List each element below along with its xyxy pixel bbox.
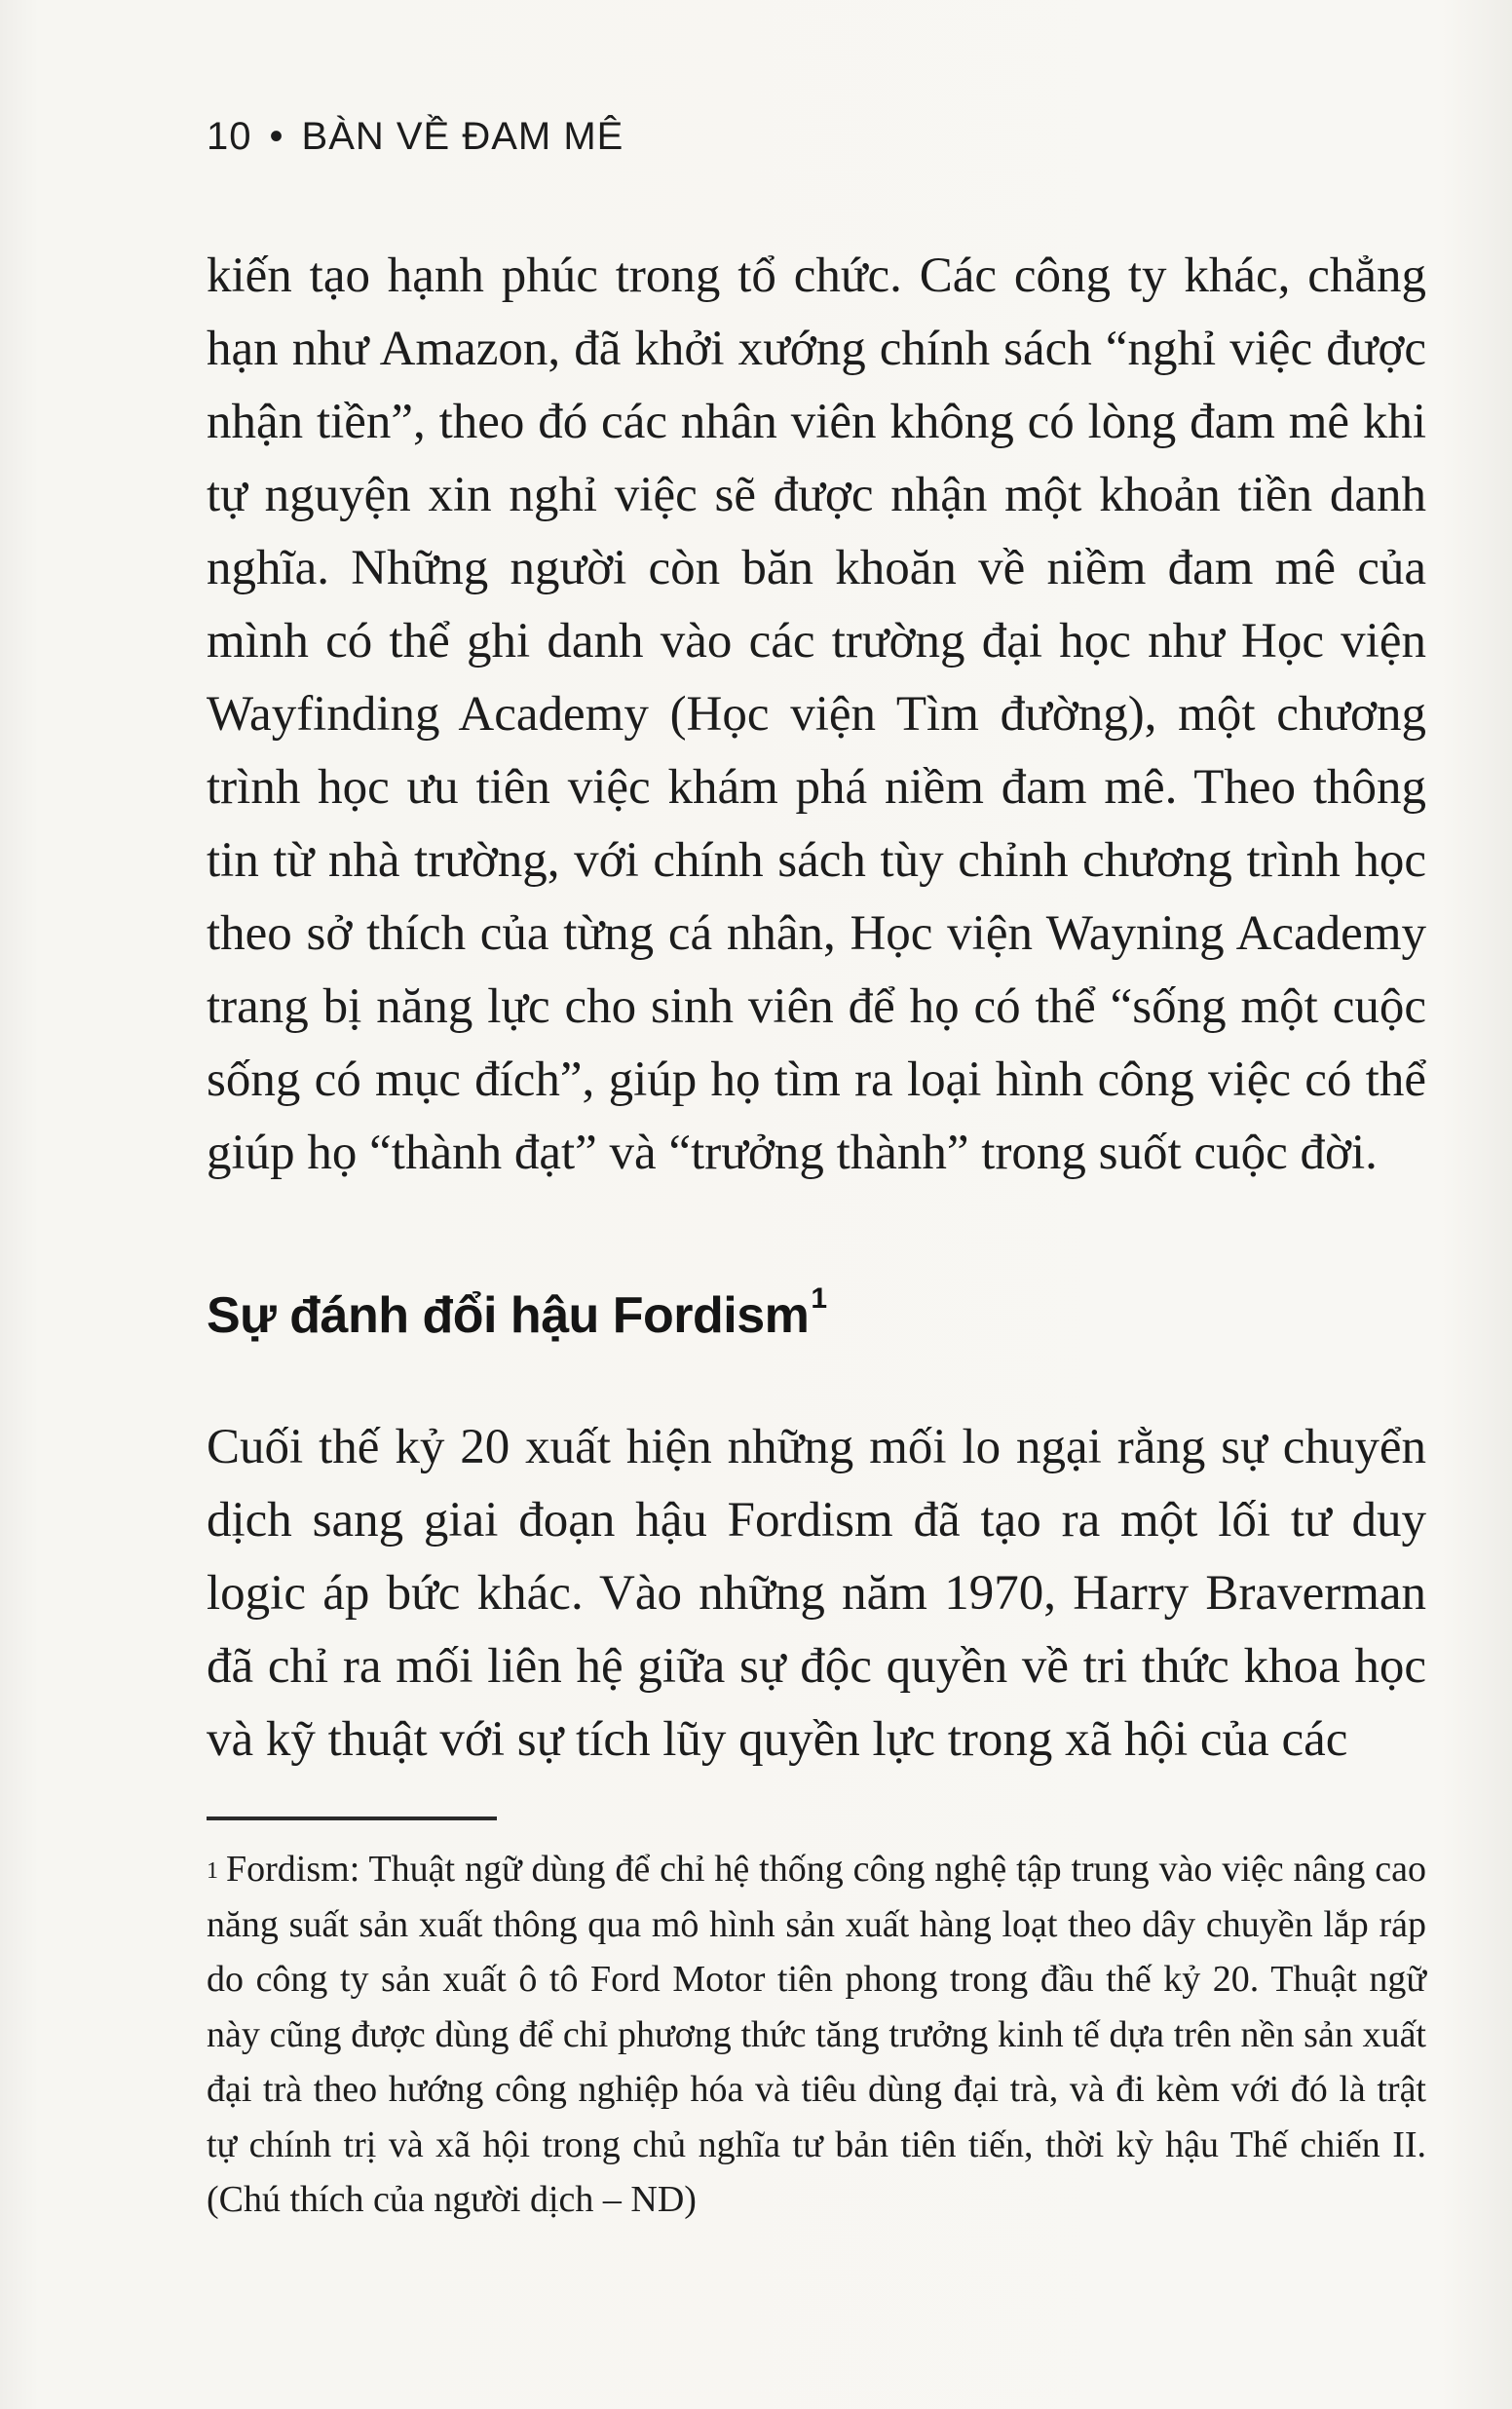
section-heading-text: Sự đánh đổi hậu Fordism (207, 1287, 810, 1344)
body-paragraph-1 (207, 240, 1426, 1190)
footnote-reference: 1 (811, 1282, 827, 1315)
separator-bullet: • (269, 115, 284, 158)
section-heading (207, 1282, 827, 1345)
paragraph-text: Cuối thế kỷ 20 xuất hiện những mối lo ngại rằng sự chuyển dịch sang giai đoạn hậu Fordism đã tạo ra một lối tư duy logic áp bức khác. Vào những năm 1970, Harry Braverman đã chỉ ra mối liên hệ giữa sự độc quyền về tri thức khoa học và kỹ thuật với sự tích lũy quyền lực trong xã hội của các (207, 1420, 1426, 1767)
footnote-marker: 1 (207, 1858, 218, 1884)
footnote-text: Fordism: Thuật ngữ dùng để chỉ hệ thống công nghệ tập trung vào việc nâng cao năng suất sản xuất thông qua mô hình sản xuất hàng loạt theo dây chuyền lắp ráp do công ty sản xuất ô tô Ford Motor tiên phong trong đầu thế kỷ 20. Thuật ngữ này cũng được dùng để chỉ phương thức tăng trưởng kinh tế dựa trên nền sản xuất đại trà theo hướng công nghiệp hóa và tiêu dùng đại trà, và đi kèm với đó là trật tự chính trị và xã hội trong chủ nghĩa tư bản tiên tiến, thời kỳ hậu Thế chiến II. (Chú thích của người dịch – ND) (207, 1849, 1426, 2220)
running-head (207, 115, 624, 159)
body-paragraph-2 (207, 1411, 1426, 1777)
paragraph-text: kiến tạo hạnh phúc trong tổ chức. Các công ty khác, chẳng hạn như Amazon, đã khởi xướng chính sách “nghỉ việc được nhận tiền”, theo đó các nhân viên không có lòng đam mê khi tự nguyện xin nghỉ việc sẽ được nhận một khoản tiền danh nghĩa. Những người còn băn khoăn về niềm đam mê của mình có thể ghi danh vào các trường đại học như Học viện Wayfinding Academy (Học viện Tìm đường), một chương trình học ưu tiên việc khám phá niềm đam mê. Theo thông tin từ nhà trường, với chính sách tùy chỉnh chương trình học theo sở thích của từng cá nhân, Học viện Wayning Academy trang bị năng lực cho sinh viên để họ có thể “sống một cuộc sống có mục đích”, giúp họ tìm ra loại hình công việc có thể giúp họ “thành đạt” và “trưởng thành” trong suốt cuộc đời. (207, 249, 1426, 1180)
page-number: 10 (207, 115, 252, 158)
book-title: BÀN VỀ ĐAM MÊ (301, 115, 624, 158)
footnote-divider (207, 1816, 497, 1820)
footnote (207, 1842, 1426, 2228)
